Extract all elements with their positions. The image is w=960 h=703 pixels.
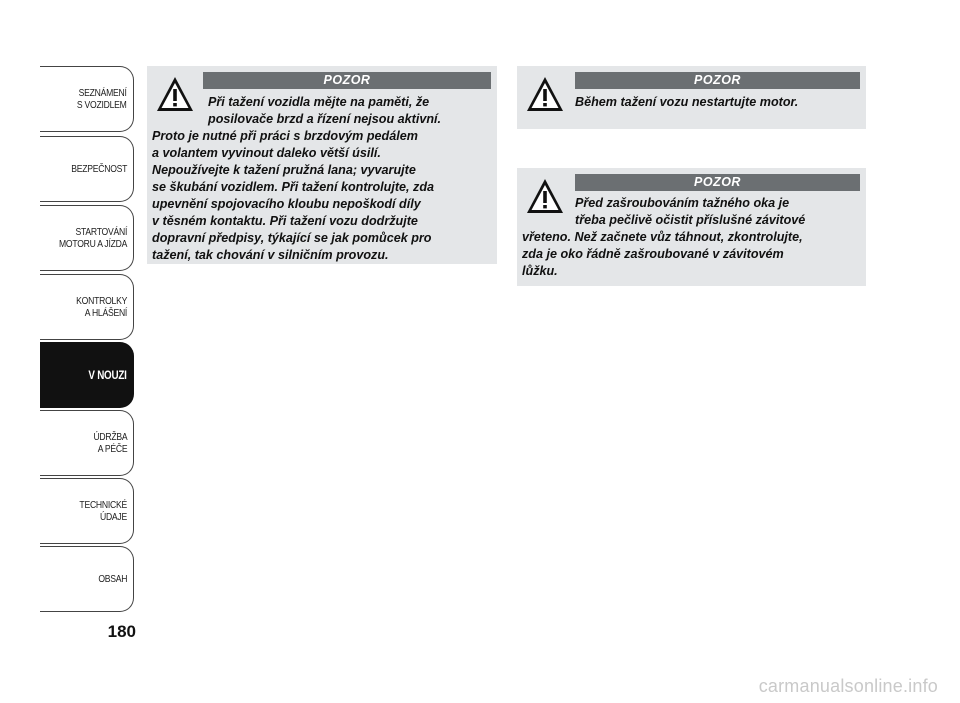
warning-line: Během tažení vozu nestartujte motor.: [575, 95, 799, 109]
warning-line: vřeteno. Než začnete vůz táhnout, zkontrolujte,: [522, 230, 803, 244]
warning-line: třeba pečlivě očistit příslušné závitové: [575, 213, 806, 227]
tab-v-nouzi[interactable]: [40, 342, 134, 408]
tab-seznameni[interactable]: [40, 66, 134, 132]
tab-label: KONTROLKY A HLÁŠENÍ: [76, 295, 127, 319]
warning-line: upevnění spojovacího kloubu nepoškodí díly: [152, 197, 421, 211]
warning-line: Proto je nutné při práci s brzdovým pedálem: [152, 129, 418, 143]
tab-label: V NOUZI: [88, 368, 127, 382]
tab-startovani[interactable]: [40, 205, 134, 271]
tab-label: OBSAH: [98, 573, 127, 585]
tab-kontrolky[interactable]: [40, 274, 134, 340]
warning-line: dopravní předpisy, týkající se jak pomůcek pro: [152, 231, 432, 245]
warning-line: zda je oko řádně zašroubované v závitovém: [522, 247, 784, 261]
tab-technicke-udaje[interactable]: [40, 478, 134, 544]
tab-udrzba[interactable]: [40, 410, 134, 476]
tab-label: SEZNÁMENÍ S VOZIDLEM: [77, 87, 127, 111]
warning-line: Nepoužívejte k tažení pružná lana; vyvarujte: [152, 163, 416, 177]
tab-label: BEZPEČNOST: [71, 163, 127, 175]
warning-heading: POZOR: [575, 174, 860, 191]
warning-line: a volantem vyvinout daleko větší úsilí.: [152, 146, 381, 160]
page-number: 180: [107, 622, 136, 641]
warning-line: posilovače brzd a řízení nejsou aktivní.: [208, 112, 442, 126]
warning-line: v těsném kontaktu. Při tažení vozu dodržujte: [152, 214, 418, 228]
warning-text: [522, 195, 864, 280]
tab-label: ÚDRŽBA A PÉČE: [93, 431, 127, 455]
warning-text: [517, 94, 862, 111]
warning-box-no-engine-start: [517, 66, 866, 129]
tab-obsah[interactable]: [40, 546, 134, 612]
warning-line: lůžku.: [522, 264, 558, 278]
warning-line: se škubání vozidlem. Při tažení kontrolujte, zda: [152, 180, 435, 194]
warning-line: Před zašroubováním tažného oka je: [575, 196, 790, 210]
tab-bezpecnost[interactable]: [40, 136, 134, 202]
warning-box-towing: [147, 66, 497, 264]
warning-line: Při tažení vozidla mějte na paměti, že: [208, 95, 430, 109]
warning-line: tažení, tak chování v silničním provozu.: [152, 248, 389, 262]
warning-box-towing-eye: [517, 168, 866, 286]
warning-text: [152, 94, 494, 264]
tab-label: TECHNICKÉ ÚDAJE: [79, 499, 127, 523]
warning-heading: POZOR: [203, 72, 491, 89]
tab-label: STARTOVÁNÍ MOTORU A JÍZDA: [58, 226, 127, 250]
warning-heading: POZOR: [575, 72, 860, 89]
watermark: carmanualsonline.info: [758, 676, 938, 696]
